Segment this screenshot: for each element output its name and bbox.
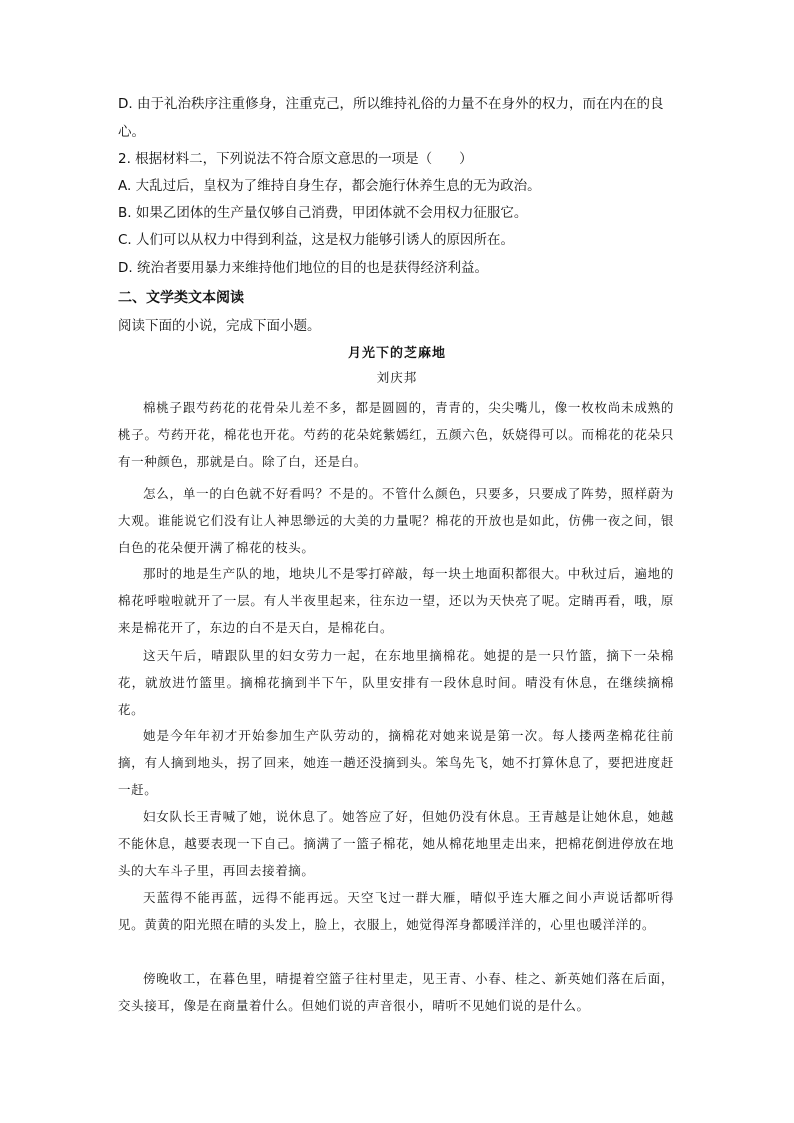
story-paragraph: 她是今年年初才开始参加生产队劳动的，摘棉花对她来说是第一次。每人搂两垄棉花往前摘，有人摘到地头，拐了回来，她连一趟还没摘到头。笨鸟先飞，她不打算休息了，要把进度赶一赶。 bbox=[118, 728, 674, 797]
section-instruction: 阅读下面的小说，完成下面小题。 bbox=[118, 318, 321, 334]
question-2-stem: 2. 根据材料二，下列说法不符合原文意思的一项是（ ） bbox=[118, 151, 473, 167]
story-paragraph: 棉桃子跟芍药花的花骨朵儿差不多，都是圆圆的，青青的，尖尖嘴儿，像一枚枚尚未成熟的桃子。芍药开花，棉花也开花。芍药的花朵姹紫嫣红，五颜六色，妖娆得可以。而棉花的花朵只有一种颜色，那就是白。除了白，还是白。 bbox=[118, 400, 674, 469]
story-paragraph: 傍晚收工，在暮色里，晴提着空篮子往村里走，见王青、小春、桂之、新英她们落在后面，交头接耳，像是在商量着什么。但她们说的声音很小，晴听不见她们说的是什么。 bbox=[118, 971, 674, 1013]
question-2-option-d: D. 统治者要用暴力来维持他们地位的目的也是获得经济利益。 bbox=[118, 260, 488, 276]
story-paragraph: 那时的地是生产队的地，地块儿不是零打碎敲，每一块土地面积都很大。中秋过后，遍地的棉花呼啦啦就开了一层。有人半夜里起来，往东边一望，还以为天快亮了呢。定睛再看，哦，原来是棉花开了，东边的白不是天白，是棉花白。 bbox=[118, 566, 674, 635]
story-paragraph: 天蓝得不能再蓝，远得不能再远。天空飞过一群大雁，晴似乎连大雁之间小声说话都听得见。黄黄的阳光照在晴的头发上，脸上，衣服上，她觉得浑身都暖洋洋的，心里也暖洋洋的。 bbox=[118, 890, 674, 932]
story-title: 月光下的芝麻地 bbox=[347, 346, 446, 361]
story-author: 刘庆邦 bbox=[376, 370, 418, 385]
question-2-option-c: C. 人们可以从权力中得到利益，这是权力能够引诱人的原因所在。 bbox=[118, 232, 515, 248]
question-2-option-a: A. 大乱过后，皇权为了维持自身生存，都会施行休养生息的无为政治。 bbox=[118, 178, 541, 194]
section-title: 二、文学类文本阅读 bbox=[118, 290, 244, 306]
story-paragraph: 怎么，单一的白色就不好看吗？不是的。不管什么颜色，只要多，只要成了阵势，照样蔚为大观。谁能说它们没有让人神思缈远的大美的力量呢？棉花的开放也是如此，仿佛一夜之间，银白色的花朵便开满了棉花的枝头。 bbox=[118, 486, 674, 555]
story-paragraph: 妇女队长王青喊了她，说休息了。她答应了好，但她仍没有休息。王青越是让她休息，她越不能休息，越要表现一下自己。摘满了一篮子棉花，她从棉花地里走出来，把棉花倒进停放在地头的大车斗子里，再回去接着摘。 bbox=[118, 809, 674, 878]
question-1-option-d: D. 由于礼治秩序注重修身，注重克己，所以维持礼俗的力量不在身外的权力，而在内在的良心。 bbox=[118, 96, 664, 140]
question-2-option-b: B. 如果乙团体的生产量仅够自己消费，甲团体就不会用权力征服它。 bbox=[118, 205, 528, 221]
story-paragraph: 这天午后，晴跟队里的妇女劳力一起，在东地里摘棉花。她提的是一只竹篮，摘下一朵棉花，就放进竹篮里。摘棉花摘到半下午，队里安排有一段休息时间。晴没有休息，在继续摘棉花。 bbox=[118, 648, 674, 717]
